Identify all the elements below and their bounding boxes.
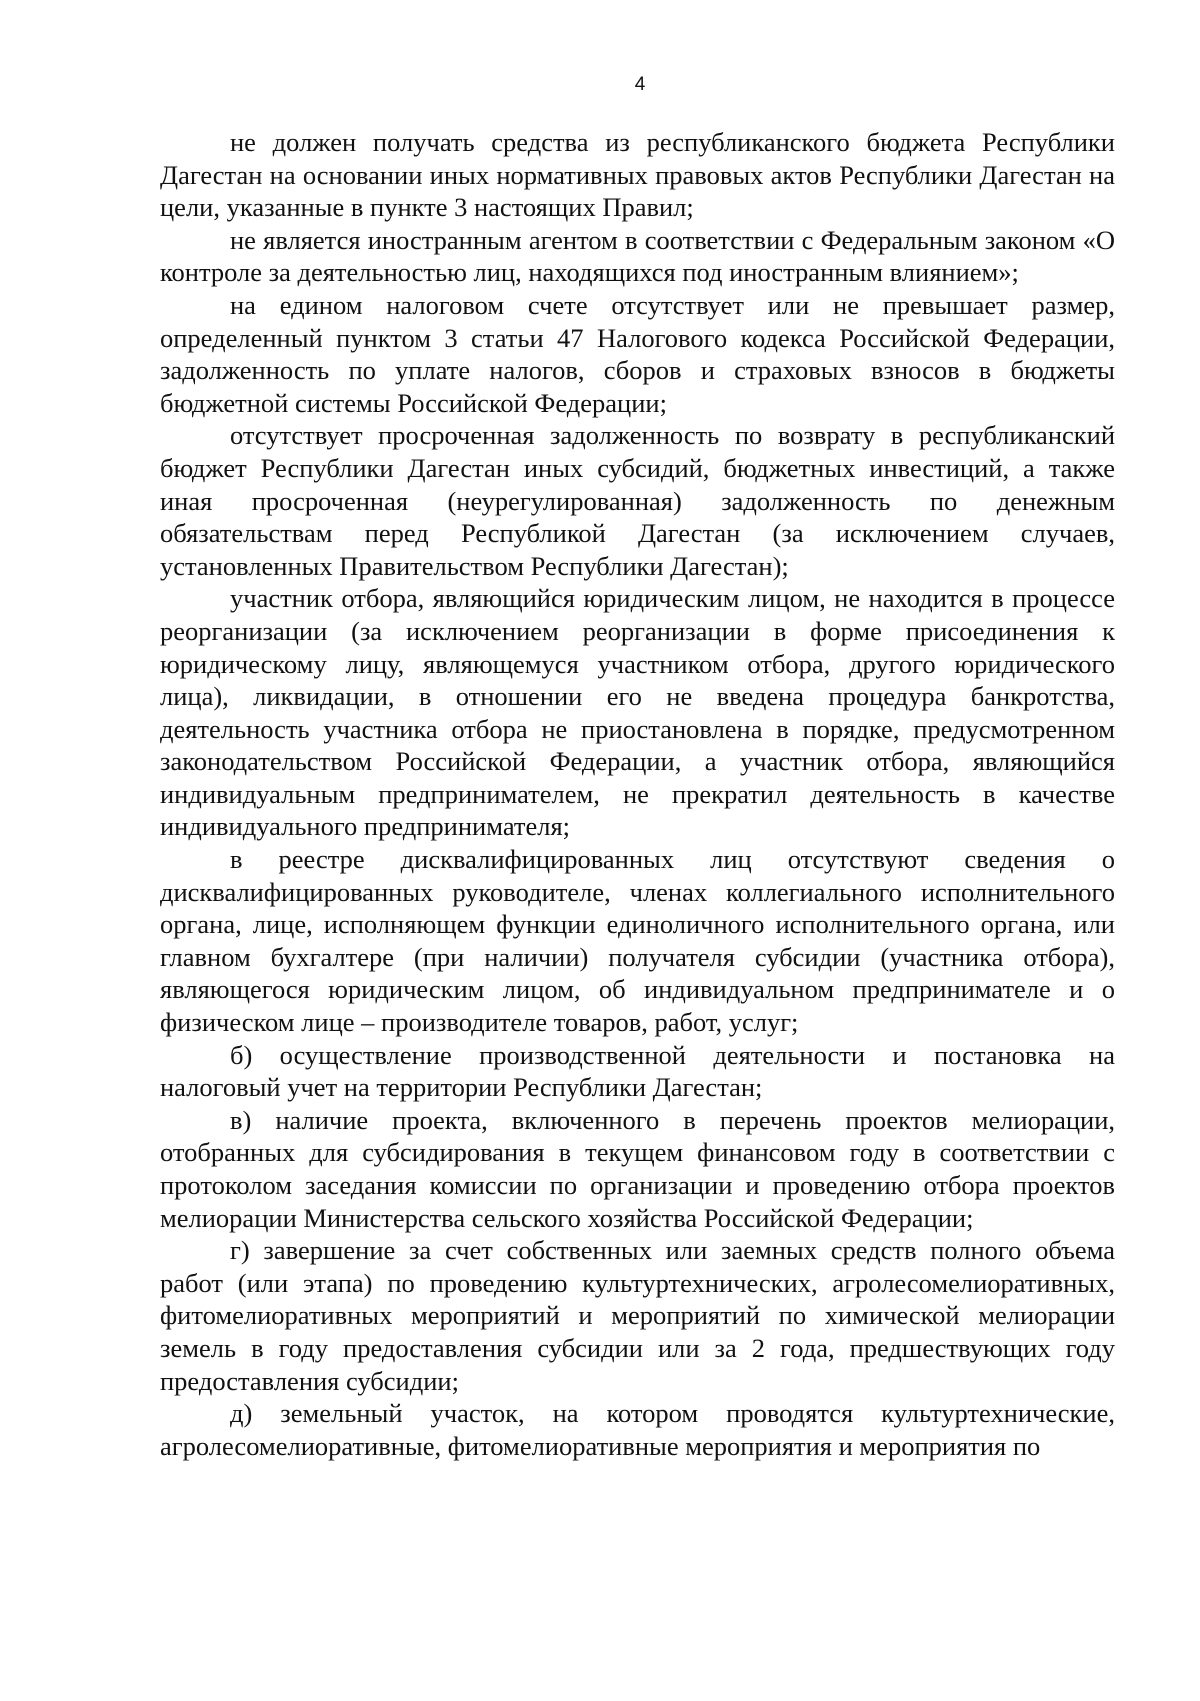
page-number: 4 <box>634 74 646 95</box>
paragraph: не должен получать средства из республиканского бюджета Республики Дагестан на основании иных нормативных правовых актов Республики Дагестан на цели, указанные в пункте 3 настоящих Правил; <box>160 127 1115 223</box>
paragraph: не является иностранным агентом в соответствии с Федеральным законом «О контроле за деятельностью лиц, находящихся под иностранным влиянием»; <box>160 224 1115 288</box>
paragraph: в реестре дисквалифицированных лиц отсутствуют сведения о дисквалифицированных руководителе, членах коллегиального исполнительного органа, лице, исполняющем функции единоличного исполнительного органа, или главном бухгалтере (при наличии) получателя субсидии (участника отбора), являющегося юридическим лицом, об индивидуальном предпринимателе и о физическом лице – производителе товаров, работ, услуг; <box>160 844 1115 1038</box>
paragraph: в) наличие проекта, включенного в перечень проектов мелиорации, отобранных для субсидирования в текущем финансовом году в соответствии с протоколом заседания комиссии по организации и проведению отбора проектов мелиорации Министерства сельского хозяйства Российской Федерации; <box>160 1104 1115 1233</box>
paragraph: д) земельный участок, на котором проводятся культуртехнические, агролесомелиоративные, фитомелиоративные мероприятия и мероприятия по <box>160 1398 1115 1461</box>
paragraph: отсутствует просроченная задолженность по возврату в республиканский бюджет Республики Дагестан иных субсидий, бюджетных инвестиций, а также иная просроченная (неурегулированная) задолженность по денежным обязательствам перед Республикой Дагестан (за исключением случаев, установленных Правительством Республики Дагестан); <box>160 420 1115 581</box>
paragraph: г) завершение за счет собственных или заемных средств полного объема работ (или этапа) по проведению культуртехнических, агролесомелиоративных, фитомелиоративных мероприятий и мероприятий по химической мелиорации земель в году предоставления субсидии или за 2 года, предшествующих году предоставления субсидии; <box>160 1235 1115 1396</box>
document-body <box>160 126 1115 1462</box>
paragraph: на едином налоговом счете отсутствует или не превышает размер, определенный пунктом 3 статьи 47 Налогового кодекса Российской Федерации, задолженность по уплате налогов, сборов и страховых взносов в бюджеты бюджетной системы Российской Федерации; <box>160 289 1115 418</box>
paragraph: участник отбора, являющийся юридическим лицом, не находится в процессе реорганизации (за исключением реорганизации в форме присоединения к юридическому лицу, являющемуся участником отбора, другого юридического лица), ликвидации, в отношении его не введена процедура банкротства, деятельность участника отбора не приостановлена в порядке, предусмотренном законодательством Российской Федерации, а участник отбора, являющийся индивидуальным предпринимателем, не прекратил деятельность в качестве индивидуального предпринимателя; <box>160 583 1115 842</box>
paragraph: б) осуществление производственной деятельности и постановка на налоговый учет на территории Республики Дагестан; <box>160 1039 1115 1103</box>
